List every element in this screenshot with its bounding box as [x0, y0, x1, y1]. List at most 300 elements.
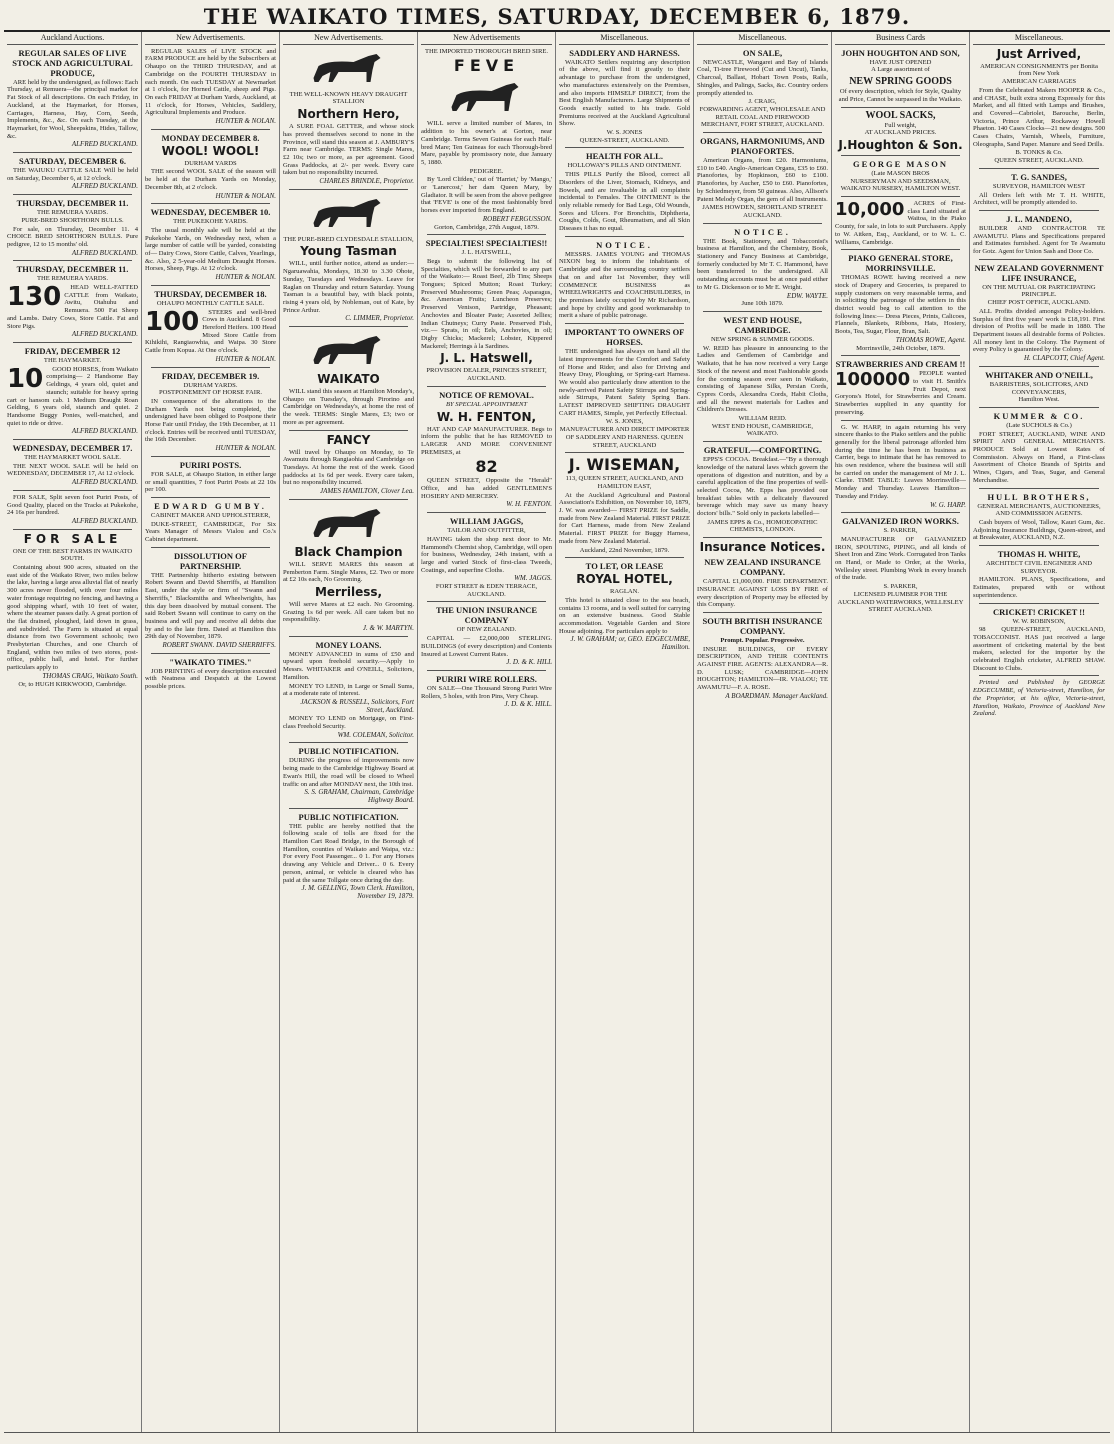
ad-title: CRICKET! CRICKET !! — [993, 606, 1085, 617]
ad-signature: W. G. HARP. — [930, 500, 966, 509]
ad-body: Will travel by Ohaupo on Monday, to Te Awamutu through Rangiaohia and Cambridge on Tuesdays. At home the rest of the week. Good paddocks at 1s 6d per week. Every care taken, but no responsibility incurred. — [283, 448, 414, 487]
ad-footer: FORT STREET & EDEN TERRACE, AUCKLAND. — [435, 583, 538, 598]
ad-body: CAPITAL — £2,000,000 STERLING. BUILDINGS (of every description) and Contents Insured at Lowest Current Rates. — [421, 635, 552, 658]
ad-signature: J. D. & K. HILL — [506, 658, 552, 667]
ad-number: 100 — [145, 306, 200, 337]
divider — [703, 311, 822, 312]
ad-subtitle: ON THE MUTUAL OR PARTICIPATING PRINCIPLE. — [982, 283, 1096, 299]
ad-title: JOHN HOUGHTON AND SON, — [841, 47, 960, 58]
horse-engraving-icon — [291, 503, 406, 543]
ad-body: WILL SERVE MARES this season at Pemberton Farm. Single Mares, £2. Two or more at £2 10s each, No Grooming. — [283, 560, 414, 584]
ad-body: THOMAS ROWE having received a new stock of Drapery and Groceries, is prepared to supply customers on very reasonable terms, and in soliciting the patronage of the settlers in this district would beg to call attention to the following lines:— Dress Pieces, Prints, Calicoes, Flannels, Blankets, Ribbons, Hats, Hosiery, Boots, Tea, Sugar, Flour, Bran, Salt. — [835, 274, 966, 336]
newspaper-page — [4, 4, 1110, 1436]
ad-title: FRIDAY, DECEMBER 12 — [24, 345, 121, 356]
ad-signature: ALFRED BUCKLAND. — [71, 516, 138, 525]
divider — [979, 366, 1099, 367]
divider — [565, 147, 684, 148]
ad-subtitle: THE PUKEKOHE YARDS. — [173, 218, 248, 226]
column-miscellaneous-1 — [556, 32, 694, 1432]
ad-signature: EDW. WAYTE. — [786, 291, 828, 300]
ad-subtitle: FORWARDING AGENT, WHOLESALE AND RETAIL COAL AND FIREWOOD MERCHANT, FORT STREET, AUCKLAND. — [699, 105, 826, 129]
divider — [151, 497, 270, 498]
ad-signature: B. TONKS & Co. — [1015, 149, 1063, 157]
ad-body: WAIKATO Settlers requiring any description of the above, will find it greatly to their advantage to purchase from the undersigned, who manufactures extensively on the Premises, and also imports HIMSELF DIRECT, from the Best English Manufacturers. Large Shipments of Goods exactly suited to his trade. Gold Premiums received at the Auckland Agricultural Show. — [559, 58, 690, 128]
columns — [4, 32, 1110, 1433]
divider — [841, 420, 960, 421]
ad-body: Will serve Mares at £2 each. No Grooming. Grazing 1s 6d per week. All care taken but no responsibility. — [283, 600, 414, 624]
ad-signature: ALFRED BUCKLAND. — [71, 182, 138, 191]
divider — [13, 529, 132, 530]
ad-subtitle: THE REMUERA YARDS. — [36, 209, 108, 217]
ad-body: THE public are hereby notified that the following scale of tolls are fixed for the Hamilton Cart Road Bridge, in the Borough of Hamilton, counties of Waikato and Waipa, viz.: For every Foot Passenger... 0 1. For any Horses drawing any Vehicle and Driver... 0 6. Every person, animal, or vehicle is cleared who has paid at the same Tollgate once during the day. — [283, 822, 414, 884]
ad-signature: J. CRAIG, — [748, 98, 777, 106]
ad-body: MANUFACTURER OF GALVANIZED IRON, SPOUTING, PIPING, and all kinds of Sheet Iron and Zinc Work. Corrugated Iron Tanks on Hand, or Made to Order, at the Works, Wellesley street. Plumbing Work in every branch of the trade. — [835, 535, 966, 582]
ad-body: Of every description, which for Style, Quality and Price, Cannot be surpassed in the Waikato. — [838, 88, 963, 103]
divider — [289, 430, 408, 431]
ad-title: THE UNION INSURANCE COMPANY — [435, 605, 538, 626]
ad-signature: JAMES HOWDEN, SHORTLAND STREET AUCKLAND. — [702, 204, 823, 219]
ad-signature: H. CLAPCOTT, Chief Agent. — [1023, 354, 1105, 363]
ad-subtitle: DURHAM YARDS. — [183, 381, 238, 389]
ad-body: Begs to submit the following list of Specialties, which will be forwarded to any part of the Waikato:— Roast Beef, 2lb Tins; Sheeps Tongues; Spiced Mutton; Roast Turkey; Preserved Mushrooms; Green Peas; Asparagus, &c. American Fruits; Luncheon Preserves; Preserved Venison, Partridge, Pheasant; Anchovies and Bloater Paste; Assorted Jellies; Indian Chutneys; Curry Paste. Preserved Fish, viz.— Sprats, in oil; Eels, Anchovies, in oil; Digby Chicks; Mackerel; Lobster, Kippered Mackerel; Herrings à la Sardines. — [421, 257, 552, 350]
ad-body: All Orders left with Mr T. H. WHITE, Architect, will be promptly attended to. — [973, 191, 1105, 207]
ad-signature: W. S. JONES — [606, 129, 643, 137]
divider — [289, 499, 408, 500]
ad-subtitle: RAGLAN. — [609, 588, 640, 596]
ad-number: 100000 — [835, 369, 911, 391]
divider — [703, 537, 822, 538]
ad-body: QUEEN STREET, Opposite the "Herald" Office, and has added GENTLEMEN'S HOSIERY AND MERCERY. — [421, 477, 552, 500]
ad-title: HEALTH FOR ALL. — [586, 151, 663, 162]
ad-title: SOUTH BRITISH INSURANCE COMPANY. — [702, 615, 823, 636]
ad-title: WOOL SACKS, — [865, 109, 936, 121]
divider — [979, 259, 1099, 260]
divider — [565, 236, 684, 237]
ad-title: WEDNESDAY, DECEMBER 10. — [150, 207, 271, 218]
ad-body: ALL Profits divided amongst Policy-holders. Surplus of first five years' work is £18,191. First division of Profits will be made in 1880. The Department issues all desirable forms of Policies. All money lent in the Colony. The Payment of every Policy is guaranteed by the Colony. — [973, 307, 1105, 354]
ad-signature: S. PARKER, — [883, 583, 918, 591]
divider — [979, 210, 1099, 211]
ad-title: "WAIKATO TIMES." — [169, 656, 252, 667]
ad-body: From the Celebrated Makers HOOPER & Co., and CHASE, built extra strong Expressly for this Market, and all fitted with Lamps and Brushes, and Covered—Cabriolet, Barouche, Berlin, Victoria, Prince Arthur, Rockaway Howell Phaeton. 140 Cases Clocks—21 new designs. 500 Cases Chairs, Varnish, Wheels, Furniture, Oleographs, Sand Paper. Manure and Seed Drills. — [973, 86, 1105, 148]
divider — [703, 132, 822, 133]
divider — [289, 742, 408, 743]
ad-subtitle: PURE-BRED SHORTHORN BULLS. — [21, 216, 124, 224]
ad-title: Black Champion — [294, 544, 403, 559]
ad-subtitle: HAVE JUST OPENED — [869, 58, 932, 66]
divider — [703, 223, 822, 224]
ad-signature: C. LIMMER, Proprietor. — [345, 314, 414, 323]
ad-signature: THOMAS CRAIG, Waikato South. — [42, 671, 138, 680]
column-auckland-auctions — [4, 32, 142, 1432]
ad-title: WHITAKER AND O'NEILL, — [985, 369, 1093, 380]
column-miscellaneous-3 — [970, 32, 1108, 1432]
ad-signature: HUNTER & NOLAN. — [215, 117, 276, 126]
ad-subtitle: Full weight, — [884, 121, 917, 129]
ad-body: WILL stand this season at Hamilton Monday's, Ohaupo on Tuesday's, through Pirorino and Cambridge on Wednesday's, at home the rest of the week. TERMS: Single Mares, £3; two or more as per agreement. — [283, 388, 414, 426]
ad-signature: ALFRED BUCKLAND. — [71, 478, 138, 487]
ad-subtitle: BARRISTERS, SOLICITORS, AND CONVEYANCERS, — [989, 380, 1089, 396]
ad-body: EPPS'S COCOA. Breakfast.—"By a thorough knowledge of the natural laws which govern the operations of digestion and nutrition, and by a careful application of the fine properties of well-selected Cocoa, Mr. Epps has provided our breakfast tables with a delicately flavoured beverage which may save us many heavy doctors' bills." Sold only in packets labelled— — [697, 456, 828, 518]
ad-number: 82 — [475, 457, 498, 477]
ad-title: WILLIAM JAGGS, — [449, 516, 524, 527]
ad-title: THURSDAY, DECEMBER 11. — [16, 198, 129, 209]
ad-signature: HUNTER & NOLAN. — [215, 444, 276, 453]
divider — [979, 675, 1099, 676]
divider — [13, 152, 132, 153]
ad-title: FRIDAY, DECEMBER 19. — [161, 370, 260, 381]
ad-title: Merriless, — [314, 584, 383, 599]
divider — [427, 234, 546, 235]
divider — [841, 107, 960, 108]
ad-title: SADDLERY AND HARNESS. — [569, 47, 680, 58]
ad-signature: HUNTER & NOLAN. — [215, 191, 276, 200]
ad-body: DURING the progress of improvements now being made to the Cambridge Highway Board at Ewan's Hill, the road will be closed to Wheel traffic on and after MONDAY next, the 10th inst. — [283, 757, 414, 788]
ad-title: REGULAR SALES OF LIVE STOCK AND AGRICULTURAL PRODUCE, — [12, 47, 133, 78]
divider — [565, 323, 684, 324]
ad-signature: WM. COLEMAN, Solicitor. — [337, 730, 414, 739]
divider — [151, 285, 270, 286]
ad-title: GALVANIZED IRON WORKS. — [842, 516, 959, 527]
ad-title: NEW SPRING GOODS — [849, 76, 952, 88]
divider — [289, 189, 408, 190]
ad-body: CAPITAL £1,000,000. FIRE DEPARTMENT. INSURANCE AGAINST LOSS BY FIRE of every description of Property may be effected by this Company. — [697, 578, 828, 609]
ad-footer: MANUFACTURER AND DIRECT IMPORTER OF SADDLERY AND HARNESS. QUEEN STREET, AUCKLAND — [559, 426, 690, 449]
ad-body: FOR SALE, Split seven foot Puriri Posts, of Good Quality, placed on the Tracks at Pukekohe, 24 16s per hundred. — [7, 493, 138, 517]
ad-title: NOTICE. — [596, 239, 653, 250]
divider — [13, 439, 132, 440]
ad-body: PEOPLE wanted to visit H. Smith's Fruit Depot, next Goryons's Hotel, for Strawberries and Cream. Strawberries supplied in any quantity for preserving. — [835, 370, 966, 416]
ad-subtitle: SURVEYOR, HAMILTON WEST — [992, 182, 1086, 190]
ad-title: ON SALE, — [742, 47, 783, 58]
ad-signature: ROBERT SWANN. DAVID SHERRIFFS. — [162, 641, 276, 650]
divider — [151, 547, 270, 548]
divider — [841, 196, 960, 197]
ad-body: THE Partnership hitherto existing between Robert Swann and David Sherriffs, at Hamilton East, under the style or firm of "Swann and Sherriffs," Blacksmiths and Wheelwrights, has this day been dissolved by mutual consent. The said Robert Swann will continue to carry on the business and will pay and receive all debts due by and to the late firm. Dated at Hamilton this 29th day of November, 1879. — [145, 571, 276, 641]
ad-signature: J. D. & K. HILL. — [504, 700, 552, 709]
column-new-advertisements-1 — [142, 32, 280, 1432]
ad-title: NOTICE OF REMOVAL. — [439, 389, 534, 400]
column-heading: Miscellaneous. — [973, 34, 1105, 45]
divider — [841, 355, 960, 356]
ad-subtitle: WOOL! WOOL! — [161, 143, 260, 158]
ad-body: THE undersigned has always on hand all the latest improvements for the Comfort and Safety of Horse and Rider, and also for Driving and Heavy Dray, Ploughing, or Spring-cart Harness. We would also particularly draw attention to the newly-arrived Patent Safety Stirrups and Spring-side Stirrups, Patent Safety Spring Bars. LATEST IMPROVED SHIFTING DRAUGHT CART HAMES, Simple, yet Perfectly Effectual. — [559, 348, 690, 417]
divider — [151, 456, 270, 457]
ad-number: 10 — [7, 363, 44, 394]
ad-body: At the Auckland Agricultural and Pastoral Association's Exhibition, on November 10, 1879, J. W. was awarded— FIRST PRIZE for Saddle, made from New Zealand Material. FIRST PRIZE for Cart Harness, made from New Zealand Material. FIRST PRIZE for Buggy Harness, made from New Zealand Material. — [559, 491, 690, 545]
ad-subtitle: AMERICAN CONSIGNMENTS per Bonita from New York — [980, 62, 1098, 78]
ad-title: WAIKATO — [317, 372, 380, 387]
ad-title: PIAKO GENERAL STORE, MORRINSVILLE. — [848, 253, 953, 274]
ad-title: J. L. MANDENO, — [1006, 213, 1072, 224]
ad-signature: J. W. GRAHAM; or, GEO. EDGECUMBE, Hamilton. — [570, 635, 690, 652]
column-heading: Business Cards — [835, 34, 966, 45]
masthead: THE WAIKATO TIMES, SATURDAY, DECEMBER 6, 1879. — [4, 4, 1110, 32]
ad-title: Just Arrived, — [996, 46, 1082, 61]
column-heading: Auckland Auctions. — [7, 34, 138, 45]
ad-subtitle: OF NEW ZEALAND. — [456, 626, 517, 634]
divider — [565, 452, 684, 453]
ad-body: HAT AND CAP MANUFACTURER. Begs to inform the public that he has REMOVED to LARGER AND MORE CONVENIENT PREMISES, at — [421, 425, 552, 456]
ad-title: KUMMER & CO. — [993, 410, 1085, 421]
ad-body: For sale, on Thursday, December 11. 4 CHOICE BRED SHORTHORN BULLS. Pure pedigree, 12 to 15 months' old. — [7, 225, 138, 248]
ad-footer: June 10th 1879. — [741, 300, 784, 308]
ad-body: GOOD HORSES, from Waikato comprising— 2 Handsome Bay Geldings, 4 years old, quiet and staunch; suitable for heavy spring cart or hansom cab. 1 Medium Draught Roan Gelding, 6 years old, staunch and quiet. 2 Handsome Buggy Ponies, well-matched, and quiet to ride or drive. — [7, 365, 138, 427]
ad-subtitle: W. W. ROBINSON, — [1012, 617, 1066, 625]
divider — [979, 407, 1099, 408]
ad-body: Containing about 900 acres, situated on the east side of the Waikato River, two miles below the lake, having a large area alluvial flat of nearly 300 acres never flooded, with over four miles water frontage requiring no fencing, and having a good shipping wharf, with 10 feet of water, where the steamer passes daily. A great portion of the flat drained, ploughed, laid down in grass, and subdivided. The Farm is situated at equal distance from two Government schools; two Presbyterian Churches, and one Church of England, within two miles of two stores, post-office, public hall, and hotel. For further particulars apply to — [7, 564, 138, 672]
column-heading: New Advertisements. — [145, 34, 276, 45]
ad-title: TO LET, OR LEASE — [585, 561, 664, 572]
ad-subtitle: PEDIGREE. — [469, 167, 504, 175]
ad-title: GEORGE MASON — [852, 158, 949, 169]
ad-title: J. L. Hatswell, — [440, 351, 533, 366]
ad-title: THURSDAY, DECEMBER 18. — [154, 288, 267, 299]
ad-title: DISSOLUTION OF PARTNERSHIP. — [174, 550, 247, 571]
ad-body: FOR SALE, at Ohaupo Station, in either large or small quantities, 7 foot Puriri Posts at 22 10s per 100. — [145, 470, 276, 494]
ad-title: PURIRI WIRE ROLLERS. — [436, 673, 537, 684]
ad-body: A Large assortment of — [871, 66, 930, 74]
divider — [427, 512, 546, 513]
column-heading: Miscellaneous. — [697, 34, 828, 45]
ad-title: IMPORTANT TO OWNERS OF HORSES. — [564, 327, 685, 348]
ad-subtitle: Prompt. Popular. Progressive. — [720, 636, 805, 644]
ad-signature: WILLIAM REID. — [738, 415, 787, 423]
ad-subtitle: ARCHITECT CIVIL ENGINEER AND SURVEYOR. — [985, 560, 1093, 575]
horse-engraving-icon — [291, 48, 406, 88]
ad-signature: ALFRED BUCKLAND. — [71, 248, 138, 257]
ad-body: MONEY TO LEND on Mortgage, on First-class Freehold Security. — [283, 715, 414, 731]
ad-body: BUILDER AND CONTRACTOR TE AWAMUTU. Plans and Specifications prepared and Estimates furnished. Agent for Te Awamutu for Gotz. Agent for Union Sash and Door Co. — [973, 224, 1105, 256]
ad-subtitle: THE PURE-BRED CLYDESDALE STALLION, — [283, 235, 414, 243]
ad-subtitle: J. L. HATSWELL, — [461, 249, 512, 257]
divider — [703, 441, 822, 442]
ad-title: THOMAS H. WHITE, — [997, 549, 1081, 560]
ad-subtitle: PROVISION DEALER, PRINCES STREET, AUCKLAND. — [426, 367, 547, 383]
column-heading: Miscellaneous. — [559, 34, 690, 45]
ad-signature: J. & W. MARTYN. — [362, 624, 414, 633]
ad-subtitle: GENERAL MERCHANTS, AUCTIONEERS, AND COMMISSION AGENTS. — [977, 502, 1101, 518]
ad-subtitle: CABINET MAKER AND UPHOLSTERER, — [150, 511, 271, 519]
imprint: Printed and Published by GEORGE EDGECUMBE, of Victoria-street, Hamilton, for the Proprietor, at his office, Victoria-street, Hamilton, Waikato, Province of Auckland New Zealand. — [973, 679, 1105, 718]
ad-signature: S. S. GRAHAM, Chairman, Cambridge Highway Board. — [304, 788, 414, 804]
ad-body: FORT STREET, AUCKLAND, WINE AND SPIRIT AND GENERAL MERCHANTS. PRODUCE Sold at Lowest Rates of Commission. Always on Hand, a First-class Assortment of Choice Brands of Spirits and Wines, Cigars, and Teas, Sugar, and General Merchandise. — [973, 430, 1105, 484]
ad-title: W. H. FENTON, — [436, 409, 537, 424]
ad-body: American Organs, from £20. Harmoniums, £10 to £40. Anglo-American Organs, £35 to £60. Pianofortes, by Hopkinson, £60 to £100. Pianofortes, by Aucher, £50 to £60. Pianofortes, by Schiedmeyer, from 50 guineas. Also, Allison's Patent Melody Organ, the gem of all Instruments. — [697, 157, 828, 203]
ad-subtitle: (Late SUCHOLS & Co.) — [1006, 421, 1072, 429]
ad-body: MONEY ADVANCED in sums of £50 and upward upon freehold security.—Apply to Messrs. WHITAKER and O'NEILL, Solicitors, Hamilton. — [283, 650, 414, 681]
ad-subtitle: THE HAYMARKET WOOL SALE. — [24, 454, 121, 462]
ad-title: GRATEFUL—COMFORTING. — [703, 445, 822, 456]
ad-body: NURSERYMAN AND SEEDSMAN, WAIKATO NURSERY, HAMILTON WEST. — [840, 177, 961, 193]
column-miscellaneous-2 — [694, 32, 832, 1432]
ad-signature: CHARLES BRINDLE, Proprietor. — [319, 177, 414, 186]
ad-title: Young Tasman — [300, 244, 397, 259]
ad-body: HEAD WELL-FATTED CATTLE from Waikato, Awitu, Otahuhu and Remuera. 500 Fat Sheep and Lambs. Dairy Cows, Store Cattle. Fat and Store Pigs. — [7, 284, 138, 330]
ad-title: HULL BROTHERS, — [987, 491, 1091, 502]
ad-title: NOTICE. — [734, 226, 791, 237]
horse-engraving-icon — [291, 330, 406, 370]
ad-subtitle: DURHAM YARDS — [184, 159, 237, 167]
divider — [427, 670, 546, 671]
ad-subtitle: THE HAYMARKET. — [43, 356, 102, 364]
divider — [13, 490, 132, 491]
horse-engraving-icon — [429, 77, 544, 117]
ad-body: This hotel is situated close to the sea beach, contains 13 rooms, and is well suited for carrying on an extensive business. Good Stable accommodation. Vegetable Garden and Store House adjoining. For particulars apply to — [559, 596, 690, 635]
ad-title: WEST END HOUSE, CAMBRIDGE. — [723, 314, 802, 335]
ad-signature: JACKSON & RUSSELL, Solicitors, Fort Street, Auckland. — [300, 697, 414, 714]
ad-title: SATURDAY, DECEMBER 6. — [19, 156, 126, 167]
ad-title: NEW ZEALAND INSURANCE COMPANY. — [704, 557, 821, 578]
divider — [979, 488, 1099, 489]
ad-title: THURSDAY, DECEMBER 11. — [16, 264, 129, 275]
divider — [979, 545, 1099, 546]
ad-title: NEW ZEALAND GOVERNMENT LIFE INSURANCE, — [974, 262, 1104, 283]
ad-signature: J.Houghton & Son. — [838, 137, 963, 152]
ad-body: ON SALE—One Thousand Strong Puriri Wire Rollers, 5 holes, with Iron Pins, Very Cheap. — [421, 684, 552, 700]
ad-title: PUBLIC NOTIFICATION. — [298, 811, 399, 822]
ad-body: JOB PRINTING of every description executed with Neatness and Despatch at the Lowest possible prices. — [145, 667, 276, 691]
ad-body: Hamilton West. — [1018, 396, 1060, 404]
column-heading: New Advertisements. — [283, 34, 414, 45]
ad-body: THE Book, Stationery, and Tobacconist's business at Hamilton, and the Chemistry, Book, Stationery and Fancy Business at Cambridge, formerly conducted by Mr T. C. Hammond, have been transferred to the undersigned. All outstanding accounts must be at once paid either to Mr G. Dickenson or to Mr E. Wright. — [697, 237, 828, 291]
divider — [151, 367, 270, 368]
ad-body: WILL serve a limited number of Mares, in addition to his owner's at Gorton, near Cambridge. Terms Seven Guineas for each Half-bred Mare; Ten Guineas for each Thorough-bred Mare, payable by promissory note, due January 5, 1880. — [421, 120, 552, 166]
ad-subtitle: ROYAL HOTEL, — [576, 572, 673, 587]
divider — [427, 601, 546, 602]
ad-title: EDWARD GUMBY. — [154, 500, 267, 511]
divider — [289, 636, 408, 637]
divider — [13, 342, 132, 343]
ad-title: J. WISEMAN, — [568, 455, 681, 475]
ad-body: THE second WOOL SALE of the season will be held at the Durham Yards on Monday, December 8th, at 2 o'clock. — [145, 168, 276, 191]
ad-signature: ALFRED BUCKLAND. — [71, 330, 138, 339]
ad-footer: QUEEN-STREET, AUCKLAND. — [579, 136, 670, 144]
ad-body: THE WAIUKU CATTLE SALE Will be held on Saturday, December 6, at 12 o'clock. — [7, 167, 138, 182]
ad-signature: J. M. GELLING, Town Clerk. Hamilton, November 19, 1879. — [301, 884, 414, 900]
ad-body: WILL, until further notice, attend as under:— Ngaruawahia, Mondays, 18.30 to 3.30 Ohote, Sunday, Tuesdays and Wednesdays. Leave for Raglan on Thursday and return Saturday. Young Tasman is a beautiful bay, with black points, rising 4 years old, by Nobleman, out of Kate, by Prince Arthur. — [283, 260, 414, 314]
ad-body: By 'Lord Clifden,' out of 'Harriet,' by 'Mango,' or 'Lanercost,' her dam Queen Mary, by Gladiator. It will be seen from the above pedigree that 'FEVE' is one of the most fashionably bred horses ever imported from England. — [421, 176, 552, 215]
ad-body: MONEY TO LEND, in Large or Small Sums, at a moderate rate of interest. — [283, 682, 414, 698]
ad-title: STRAWBERRIES AND CREAM !! — [835, 359, 966, 370]
ad-footer: Morrinsville, 24th October, 1879. — [856, 344, 945, 352]
ad-body: DUKE-STREET, CAMBRIDGE, For Six Years Manager of Messrs Vialou and Co.'s Cabinet department. — [145, 520, 276, 544]
ad-body: HAMILTON. PLANS, Specifications, and Estimates, prepared with or without superintendence. — [973, 576, 1105, 599]
ad-footer: Gorton, Cambridge, 27th August, 1879. — [434, 223, 539, 231]
ad-footer: Auckland, 22nd November, 1879. — [579, 546, 670, 554]
ad-footer: WEST END HOUSE, CAMBRIDGE, WAIKATO. — [711, 422, 814, 438]
ad-signature: HUNTER & NOLAN. — [215, 354, 276, 363]
ad-body: G. W. HARP, in again returning his very sincere thanks to the Piako settlers and the public generally for the liberal patronage afforded him during the time he has been in business as Carrier, begs to intimate that he has removed to his own residence, where the business will still be carried on under the management of Mr J. L. Clarke. TIME TABLE: Leaves Morrinsville—Monday and Thursday. Leaves Hamilton—Tuesday and Friday. — [835, 423, 966, 500]
ad-body: W. REID has pleasure in announcing to the Ladies and Gentlemen of Cambridge and Waikato, that he has now received a very Large Stock of the newest and most Fashionable goods for the coming season ever seen in Waikato, consisting of Japanese Silks, Persian Cords, Cypres Cords, Alexandra Cords, Habit Cloths, and all the newest materials for Ladies and Children's Dresses. — [697, 344, 828, 414]
ad-title: FEVE — [453, 56, 520, 76]
column-business-cards — [832, 32, 970, 1432]
ad-footer: Or, to HUGH KIRKWOOD, Cambridge. — [18, 680, 127, 688]
ad-subtitle: ONE OF THE BEST FARMS IN WAIKATO SOUTH. — [12, 547, 133, 563]
ad-subtitle: THE IMPORTED THOROUGH BRED SIRE. — [424, 47, 549, 55]
ad-body: 98 QUEEN-STREET, AUCKLAND, TOBACCONIST. HAS just received a large assortment of cricketing material by the best makers, selected for the importer by the celebrated English cricketer, ALFRED SHAW. Discount to Clubs. — [973, 626, 1105, 672]
divider — [151, 653, 270, 654]
ad-subtitle: TAILOR AND OUTFITTER, — [447, 527, 526, 535]
ad-subtitle: (Late MASON BROS — [871, 169, 930, 177]
ad-subtitle: BY SPECIAL APPOINTMENT — [445, 400, 528, 408]
ad-title: PURIRI POSTS. — [179, 459, 242, 470]
column-new-advertisements-2 — [280, 32, 418, 1432]
divider — [841, 512, 960, 513]
ad-subtitle: S. PARKER, — [883, 527, 918, 535]
column-new-advertisements-3 — [418, 32, 556, 1432]
ad-signature: W. H. FENTON. — [506, 500, 552, 509]
ad-subtitle: OHAUPO MONTHLY CATTLE SALE. — [156, 299, 265, 307]
ad-signature: ALFRED BUCKLAND. — [71, 140, 138, 149]
ad-subtitle: THE WELL-KNOWN HEAVY DRAUGHT STALLION — [289, 90, 408, 106]
divider — [151, 129, 270, 130]
divider — [565, 557, 684, 558]
divider — [13, 260, 132, 261]
section-heading: Insurance Notices. — [699, 540, 826, 555]
divider — [979, 168, 1099, 169]
divider — [289, 808, 408, 809]
divider — [841, 155, 960, 156]
ad-signature: JAMES EPPS & Co., HOMOEOPATHIC CHEMISTS, LONDON. — [707, 518, 818, 534]
ad-body: THIS PILLS Purify the Blood, correct all Disorders of the Liver, Stomach, Kidneys, and Bowels, and are invaluable in all complaints incidental to Females. The OINTMENT is the only reliable remedy for Bad Legs, Old Wounds, Sores and Ulcers. For Bronchitis, Diphtheria, Coughs, Colds, Gout, Rheumatism, and all Skin Diseases it has no equal. — [559, 171, 690, 233]
ad-footer: LICENSED PLUMBER FOR THE AUCKLAND WATERWORKS, WELLESLEY STREET AUCKLAND. — [837, 590, 964, 614]
ad-title: MONDAY DECEMBER 8. — [161, 132, 260, 143]
ad-subtitle: NEW SPRING & SUMMER GOODS. — [710, 335, 814, 343]
divider — [841, 249, 960, 250]
ad-signature: WM. JAGGS. — [514, 574, 552, 583]
ad-signature: ROBERT FERGUSSON. — [482, 214, 552, 223]
ad-title: Northern Hero, — [297, 107, 400, 122]
ad-body: The usual monthly sale will be held at the Pukekohe Yards, on Wednesday next, when a large number of cattle will be yarded, consisting of— Dairy Cows, Store Cattle, Calves, Yearlings, &c. Also, 2 5-year-old Medium Draught Horses. Horses, Sheep, Pigs. At 12 o'clock. — [145, 226, 276, 273]
horse-engraving-icon — [291, 193, 406, 233]
ad-body: STEERS and well-bred Cows in Auckland. 8 Good Hereford Heifers. 100 Head Mixed Store Cattle from Kihikihi, Rangiaowhia, and Waipa. 30 Store Cattle from Kopua. At One o'clock. — [145, 308, 276, 355]
ad-signature: ALFRED BUCKLAND. — [71, 427, 138, 436]
divider — [13, 194, 132, 195]
ad-title: MONEY LOANS. — [315, 639, 382, 650]
ad-title: ORGANS, HARMONIUMS, AND PIANOFORTES. — [700, 136, 825, 157]
ad-title: WEDNESDAY, DECEMBER 17. — [12, 443, 133, 454]
ad-title: PUBLIC NOTIFICATION. — [298, 746, 399, 757]
ad-body: INSURE BUILDINGS, OF EVERY DESCRIPTION, AND THEIR CONTENTS AGAINST FIRE. AGENTS: ALEXANDRA—R. D. LUSK; CAMBRIDGE—JOHN HOUGHTON; HAMILTON—IR. VIALOU; TE AWAMUTU—F. A. ROSE. — [697, 645, 828, 692]
ad-number: 130 — [7, 282, 62, 313]
ad-body: REGULAR SALES of LIVE STOCK and FARM PRODUCE are held by the Subscribers at Ohaupo on the THIRD THURSDAY, and at Cambridge on the FOURTH THURSDAY in each month. On each TUESDAY at Newmarket at 1 o'clock, for Horned Cattle, sheep and Pigs. On each FRIDAY at Durham Yards, Auckland, at 11 o'clock, for Horses, Vehicles, Saddlery, Agricultural Implements and Produce. — [145, 47, 276, 117]
ad-subtitle: THE REMUERA YARDS. — [36, 275, 108, 283]
ad-signature: HUNTER & NOLAN. — [215, 273, 276, 282]
ad-body: NEWCASTLE, Wangarei and Bay of Islands Coal, Ti-tree Firewood (Cut and Uncut), Tanks, Charcoal, Ballast, Hobart Town Posts, Rails, Shingles, and Palings, Sacks, &c. Country orders promptly attended to. — [697, 58, 828, 97]
ad-body: ACRES of First-class Land situated at Waitoa, in the Piako County, for sale, in lots to suit Purchasers. Apply to W. Aitken, Esq., Auckland, or to W. L. C. Williams, Cambridge. — [835, 200, 966, 246]
ad-body: Cash buyers of Wool, Tallow, Kauri Gum, &c. Adjoining Insurance Buildings, Queen-street, and at Breakwater, AUCKLAND, N.Z. — [973, 518, 1105, 542]
ad-body: AT AUCKLAND PRICES. — [864, 129, 937, 137]
ad-body: THE NEXT WOOL SALE will be held on WEDNESDAY, DECEMBER 17, At 12 o'clock. — [7, 462, 138, 478]
ad-body: IN consequence of the alterations to the Durham Yards not being completed, the undersigned have been obliged to Postpone their Horse Fair until Friday, the 19th December, at 11 o'clock. Entries will be received until TUESDAY, the 16th December. — [145, 397, 276, 444]
ad-subtitle: 113, QUEEN STREET, AUCKLAND, AND HAMILTON EAST, — [565, 475, 684, 490]
divider — [289, 326, 408, 327]
ad-body: MESSRS. JAMES YOUNG and THOMAS NIXON beg to inform the inhabitants of Cambridge and the surrounding country settlers that on and after 1st November, they will COMMENCE BUSINESS as WHEELWRIGHTS and COACHBUILDERS, in the premises lately occupied by Mr Richardson, and hope by civility and good workmanship to merit a share of public patronage. — [559, 250, 690, 320]
ad-number: 10,000 — [835, 199, 905, 221]
divider — [151, 203, 270, 204]
ad-signature: JAMES HAMILTON, Clover Lea. — [319, 487, 414, 496]
ad-subtitle: CHIEF POST OFFICE, AUCKLAND. — [987, 299, 1091, 307]
column-heading: New Advertisements — [421, 34, 552, 45]
ad-signature: A BOARDMAN. Manager Auckland. — [725, 691, 828, 700]
ad-subtitle: AMERICAN CARRIAGES — [1001, 78, 1077, 86]
divider — [703, 612, 822, 613]
ad-title: FOR SALE — [23, 531, 122, 546]
divider — [979, 603, 1099, 604]
ad-title: T. G. SANDES, — [1011, 171, 1067, 182]
ad-signature: W. S. JONES, — [605, 418, 644, 426]
